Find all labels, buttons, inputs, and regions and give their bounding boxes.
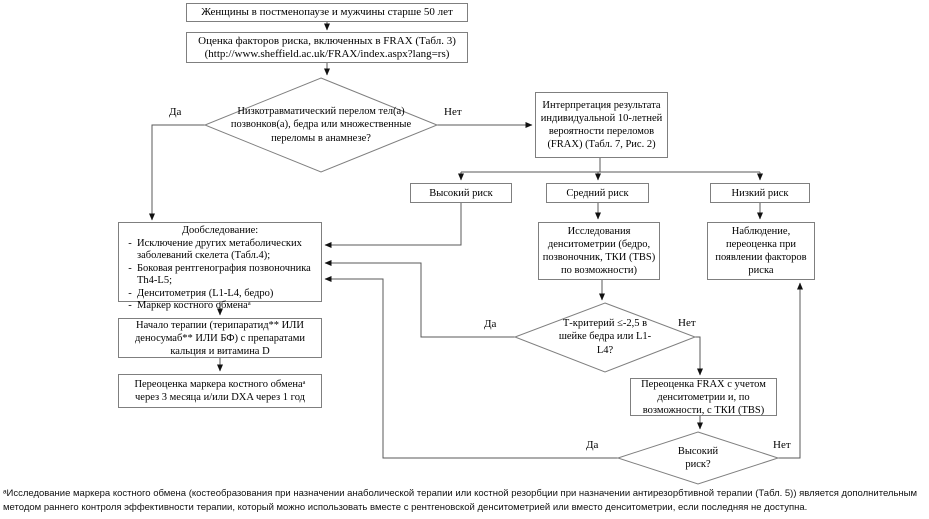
node-medium-risk: Средний риск — [546, 183, 649, 203]
edge-highrisk-yes-to-workup — [325, 279, 618, 458]
node-workup — [118, 222, 322, 311]
node-densitometry: Исследования денситометрии (бедро, позвоночник, ТКИ (TBS) по возможности) — [538, 222, 660, 280]
node-observation: Наблюдение, переоценка при появлении факторов риска — [707, 222, 815, 280]
highrisk-decision-text: Высокий риск? — [677, 445, 719, 470]
edge-high-risk-to-workup — [325, 203, 461, 245]
workup-item: - Маркер костного обменаᵃ — [123, 300, 317, 313]
bullet-dash: - — [128, 237, 132, 249]
node-start: Женщины в постменопаузе и мужчины старше 50 лет — [186, 3, 468, 22]
footnote-line2: методом раннего контроля эффективности терапии, который можно использовать вместе с рентгеновской денситометрией или вместо денситометрии, если последняя не доступна. — [3, 502, 808, 513]
node-high-risk: Высокий риск — [410, 183, 512, 203]
edge-tscore-no-to-frax-reassess — [695, 337, 700, 375]
bullet-dash: - — [128, 300, 132, 311]
label-fracture-no: Нет — [444, 106, 462, 118]
workup-item: - Денситометрия (L1-L4, бедро) — [123, 288, 317, 301]
node-low-risk: Низкий риск — [710, 183, 810, 203]
workup-item: - Боковая рентгенография позвоночника Th4-L5; — [123, 263, 317, 288]
node-frax-assessment — [186, 32, 468, 63]
footnote-line1: ᵃИсследование маркера костного обмена (костеобразования при назначении анаболической терапии или костной резорбции при назначении антирезорбтивной терапии (Табл. 5)) является дополнительным — [3, 488, 918, 499]
label-highrisk-no: Нет — [773, 439, 791, 451]
label-tscore-no: Нет — [678, 317, 696, 329]
bullet-dash: - — [128, 287, 132, 299]
node-marker-reassess: Переоценка маркера костного обменаᵃ через 3 месяца и/или DXA через 1 год — [118, 374, 322, 408]
label-tscore-yes: Да — [484, 318, 497, 330]
label-highrisk-yes: Да — [586, 439, 599, 451]
frax-assessment-line2: (http://www.sheffield.ac.uk/FRAX/index.aspx?lang=rs) — [204, 47, 450, 60]
label-fracture-yes: Да — [169, 106, 182, 118]
workup-item: - Исключение других метаболических заболеваний скелета (Табл.4); — [123, 238, 317, 263]
edge-fracture-yes-to-workup — [152, 125, 205, 220]
tscore-decision-text: Т-критерий ≤-2,5 в шейке бедра или L1-L4? — [558, 317, 652, 356]
fracture-decision-text: Низкотравматический перелом тел(а) позвонков(а), бедра или множественные переломы в анамнезе? — [230, 105, 412, 144]
node-frax-reassess: Переоценка FRAX с учетом денситометрии и, по возможности, с ТКИ (TBS) — [630, 378, 777, 416]
bullet-dash: - — [128, 262, 132, 274]
workup-title: Дообследование: — [181, 225, 259, 236]
frax-assessment-line1: Оценка факторов риска, включенных в FRAX (Табл. 3) — [198, 34, 456, 47]
edge-highrisk-no-to-observation — [778, 283, 800, 458]
node-interpretation: Интерпретация результата индивидуальной 10-летней вероятности переломов (FRAX) (Табл. 7, Рис. 2) — [535, 92, 668, 158]
node-therapy: Начало терапии (терипаратид** ИЛИ деносумаб** ИЛИ БФ) с препаратами кальция и витамина D — [118, 318, 322, 358]
